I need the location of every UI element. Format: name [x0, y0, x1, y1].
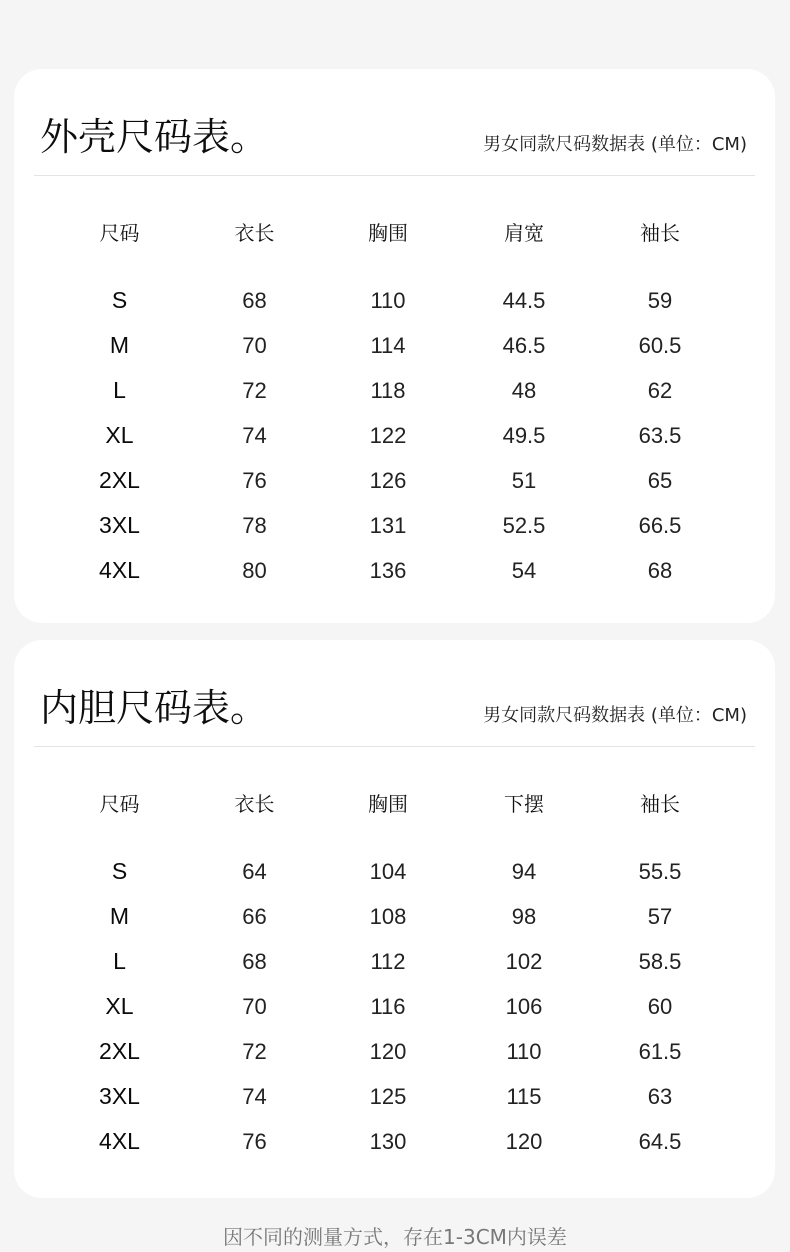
- size-label: S: [111, 287, 128, 313]
- measurement-cell: 49.5: [502, 422, 546, 448]
- row-pad: [14, 413, 52, 458]
- measurement-cell: 72: [242, 377, 267, 403]
- row-pad: [726, 1119, 775, 1164]
- column-header: 袖长: [640, 791, 680, 816]
- spacer-cell: [14, 248, 775, 278]
- size-label: S: [111, 858, 128, 884]
- measurement-cell: 110: [506, 1038, 542, 1064]
- size-label: M: [109, 903, 130, 929]
- measurement-cell: 74: [242, 1083, 267, 1109]
- size-label: L: [113, 948, 126, 974]
- measurement-cell: 60.5: [638, 332, 682, 358]
- row-pad: [726, 458, 775, 503]
- table-row: [14, 503, 775, 548]
- measurement-cell: 130: [369, 1128, 407, 1154]
- measurement-cell: 62: [647, 377, 673, 403]
- size-label: 4XL: [99, 557, 140, 583]
- row-pad: [14, 368, 52, 413]
- size-label: L: [113, 377, 126, 403]
- row-pad: [14, 939, 52, 984]
- row-pad: [14, 1029, 52, 1074]
- measurement-cell: 131: [369, 512, 407, 538]
- column-header: 袖长: [640, 220, 680, 245]
- row-pad: [726, 503, 775, 548]
- measurement-cell: 57: [647, 903, 673, 929]
- measurement-cell: 63.5: [638, 422, 682, 448]
- size-label: 4XL: [99, 1128, 140, 1154]
- size-label: 3XL: [99, 1083, 140, 1109]
- measurement-cell: 68: [242, 948, 267, 974]
- header-pad: [726, 214, 775, 248]
- header-pad: [726, 785, 775, 819]
- measurement-cell: 46.5: [502, 332, 546, 358]
- measurement-cell: 68: [647, 557, 673, 583]
- measurement-cell: 76: [242, 1128, 267, 1154]
- measurement-cell: 61.5: [638, 1038, 682, 1064]
- header-pad: [14, 785, 52, 819]
- measurement-cell: 104: [369, 858, 407, 884]
- row-pad: [726, 368, 775, 413]
- measurement-cell: 66: [242, 903, 267, 929]
- measurement-cell: 66.5: [638, 512, 682, 538]
- measurement-cell: 110: [370, 287, 406, 313]
- measurement-cell: 70: [242, 993, 267, 1019]
- table-row: [14, 984, 775, 1029]
- outer-title-divider: [34, 175, 755, 176]
- measurement-cell: 120: [505, 1128, 543, 1154]
- table-row: [14, 1119, 775, 1164]
- measurement-cell: 63: [647, 1083, 673, 1109]
- row-pad: [726, 548, 775, 593]
- column-header: 肩宽: [504, 220, 544, 245]
- size-label: 3XL: [99, 512, 140, 538]
- row-pad: [14, 458, 52, 503]
- measurement-cell: 59: [647, 287, 673, 313]
- table-row: [14, 278, 775, 323]
- row-pad: [14, 503, 52, 548]
- column-header: 下摆: [504, 791, 544, 816]
- table-row: [14, 548, 775, 593]
- inner-title-divider: [34, 746, 755, 747]
- measurement-cell: 94: [511, 858, 537, 884]
- measurement-cell: 72: [242, 1038, 267, 1064]
- row-pad: [726, 939, 775, 984]
- row-pad: [14, 548, 52, 593]
- size-label: 2XL: [99, 1038, 140, 1064]
- measurement-cell: 112: [370, 948, 406, 974]
- header-row: [14, 785, 775, 819]
- measurement-cell: 122: [369, 422, 407, 448]
- spacer-cell: [14, 819, 775, 849]
- outer-size-card: [14, 69, 775, 623]
- table-row: [14, 1074, 775, 1119]
- measurement-cell: 60: [647, 993, 673, 1019]
- measurement-cell: 126: [369, 467, 407, 493]
- row-pad: [14, 278, 52, 323]
- row-pad: [726, 1029, 775, 1074]
- measurement-cell: 48: [511, 377, 537, 403]
- row-pad: [726, 849, 775, 894]
- table-row: [14, 458, 775, 503]
- table-row: [14, 323, 775, 368]
- measurement-cell: 106: [505, 993, 543, 1019]
- measurement-cell: 120: [369, 1038, 407, 1064]
- row-pad: [14, 1119, 52, 1164]
- column-header: 胸围: [368, 791, 408, 816]
- row-pad: [726, 1074, 775, 1119]
- measurement-cell: 125: [369, 1083, 407, 1109]
- measurement-cell: 58.5: [638, 948, 682, 974]
- inner-table-title: 内胆尺码表。: [40, 686, 269, 730]
- size-label: XL: [105, 422, 134, 448]
- measurement-cell: 64: [242, 858, 267, 884]
- measurement-cell: 51: [511, 467, 537, 493]
- row-pad: [726, 894, 775, 939]
- outer-table-title: 外壳尺码表。: [40, 115, 269, 159]
- measurement-cell: 136: [369, 557, 407, 583]
- table-row: [14, 939, 775, 984]
- row-pad: [14, 849, 52, 894]
- measurement-cell: 118: [370, 377, 406, 403]
- column-header: 尺码: [99, 220, 140, 245]
- table-row: [14, 368, 775, 413]
- row-pad: [726, 323, 775, 368]
- measurement-cell: 102: [505, 948, 543, 974]
- measurement-cell: 44.5: [502, 287, 546, 313]
- row-pad: [14, 323, 52, 368]
- header-spacer: [14, 819, 775, 849]
- column-header: 胸围: [368, 220, 408, 245]
- measurement-cell: 115: [506, 1083, 542, 1109]
- measurement-cell: 52.5: [502, 512, 546, 538]
- table-row: [14, 1029, 775, 1074]
- size-label: 2XL: [99, 467, 140, 493]
- row-pad: [14, 1074, 52, 1119]
- measurement-cell: 54: [511, 557, 537, 583]
- measurement-cell: 98: [511, 903, 537, 929]
- table-row: [14, 894, 775, 939]
- measurement-disclaimer: 因不同的测量方式，存在1-3CM内误差: [223, 1225, 567, 1249]
- size-label: M: [109, 332, 130, 358]
- measurement-cell: 78: [242, 512, 267, 538]
- measurement-cell: 116: [370, 993, 406, 1019]
- measurement-cell: 64.5: [638, 1128, 682, 1154]
- measurement-cell: 70: [242, 332, 267, 358]
- measurement-cell: 114: [370, 332, 406, 358]
- inner-table-subtitle: 男女同款尺码数据表 (单位：CM): [483, 705, 747, 726]
- header-pad: [14, 214, 52, 248]
- header-spacer: [14, 248, 775, 278]
- table-row: [14, 413, 775, 458]
- measurement-cell: 68: [242, 287, 267, 313]
- row-pad: [14, 894, 52, 939]
- measurement-cell: 76: [242, 467, 267, 493]
- measurement-cell: 80: [242, 557, 267, 583]
- column-header: 尺码: [99, 791, 140, 816]
- row-pad: [726, 278, 775, 323]
- inner-size-card: [14, 640, 775, 1198]
- row-pad: [14, 984, 52, 1029]
- measurement-cell: 55.5: [638, 858, 682, 884]
- size-label: XL: [105, 993, 134, 1019]
- row-pad: [726, 413, 775, 458]
- table-row: [14, 849, 775, 894]
- measurement-cell: 74: [242, 422, 267, 448]
- measurement-cell: 108: [369, 903, 407, 929]
- outer-size-table: [14, 214, 775, 593]
- column-header: 衣长: [234, 791, 275, 816]
- measurement-cell: 65: [647, 467, 673, 493]
- header-row: [14, 214, 775, 248]
- column-header: 衣长: [234, 220, 275, 245]
- inner-size-table: [14, 785, 775, 1164]
- row-pad: [726, 984, 775, 1029]
- outer-table-subtitle: 男女同款尺码数据表 (单位：CM): [483, 134, 747, 155]
